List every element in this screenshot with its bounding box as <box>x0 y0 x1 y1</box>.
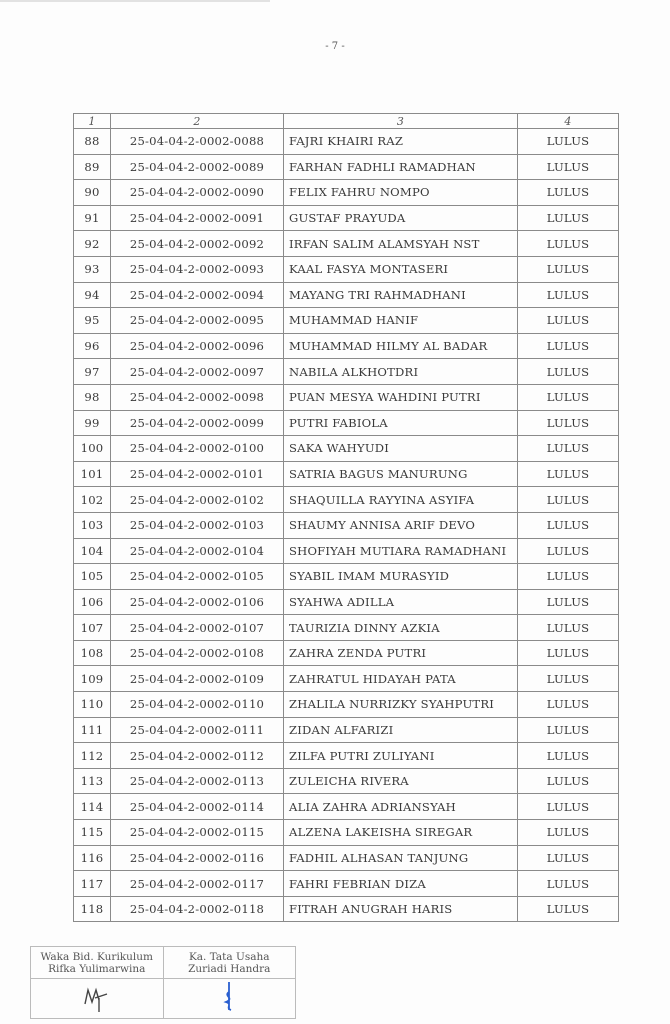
row-number: 118 <box>74 896 111 922</box>
status: LULUS <box>518 692 619 718</box>
student-name: MUHAMMAD HILMY AL BADAR <box>284 333 518 359</box>
status: LULUS <box>518 717 619 743</box>
row-number: 116 <box>74 845 111 871</box>
row-number: 106 <box>74 589 111 615</box>
row-number: 113 <box>74 768 111 794</box>
row-number: 112 <box>74 743 111 769</box>
student-name: ALZENA LAKEISHA SIREGAR <box>284 820 518 846</box>
signature-1-cell <box>31 979 164 1019</box>
row-number: 88 <box>74 129 111 155</box>
row-number: 104 <box>74 538 111 564</box>
handwritten-signature-1 <box>77 980 117 1014</box>
table-row <box>74 871 619 897</box>
table-row <box>74 384 619 410</box>
status: LULUS <box>518 845 619 871</box>
registration-number: 25-04-04-2-0002-0091 <box>111 205 284 231</box>
table-row <box>74 282 619 308</box>
row-number: 103 <box>74 512 111 538</box>
registration-number: 25-04-04-2-0002-0106 <box>111 589 284 615</box>
table-row <box>74 487 619 513</box>
registration-number: 25-04-04-2-0002-0111 <box>111 717 284 743</box>
scan-artifact <box>0 0 270 2</box>
row-number: 98 <box>74 384 111 410</box>
status: LULUS <box>518 282 619 308</box>
student-name: MUHAMMAD HANIF <box>284 308 518 334</box>
student-name: FAHRI FEBRIAN DIZA <box>284 871 518 897</box>
student-name: FELIX FAHRU NOMPO <box>284 180 518 206</box>
registration-number: 25-04-04-2-0002-0116 <box>111 845 284 871</box>
registration-number: 25-04-04-2-0002-0117 <box>111 871 284 897</box>
row-number: 96 <box>74 333 111 359</box>
signatory-2-title: Ka. Tata Usaha <box>188 950 270 963</box>
student-name: IRFAN SALIM ALAMSYAH NST <box>284 231 518 257</box>
row-number: 109 <box>74 666 111 692</box>
registration-number: 25-04-04-2-0002-0103 <box>111 512 284 538</box>
signatory-1-title: Waka Bid. Kurikulum <box>40 950 154 963</box>
signatory-2-name: Zuriadi Handra <box>188 962 271 975</box>
page-number: - 7 - <box>325 41 345 52</box>
row-number: 102 <box>74 487 111 513</box>
student-name: ALIA ZAHRA ADRIANSYAH <box>284 794 518 820</box>
column-header-3: 3 <box>284 114 518 129</box>
status: LULUS <box>518 436 619 462</box>
registration-number: 25-04-04-2-0002-0095 <box>111 308 284 334</box>
student-name: MAYANG TRI RAHMADHANI <box>284 282 518 308</box>
student-name: ZHALILA NURRIZKY SYAHPUTRI <box>284 692 518 718</box>
row-number: 89 <box>74 154 111 180</box>
student-name: PUTRI FABIOLA <box>284 410 518 436</box>
student-name: ZILFA PUTRI ZULIYANI <box>284 743 518 769</box>
student-name: NABILA ALKHOTDRI <box>284 359 518 385</box>
table-row <box>74 538 619 564</box>
status: LULUS <box>518 615 619 641</box>
student-name: FADHIL ALHASAN TANJUNG <box>284 845 518 871</box>
registration-number: 25-04-04-2-0002-0098 <box>111 384 284 410</box>
table-header-row <box>74 114 619 129</box>
row-number: 94 <box>74 282 111 308</box>
table-row <box>74 845 619 871</box>
table-row <box>74 180 619 206</box>
registration-number: 25-04-04-2-0002-0097 <box>111 359 284 385</box>
table-row <box>74 768 619 794</box>
row-number: 95 <box>74 308 111 334</box>
student-name: KAAL FASYA MONTASERI <box>284 256 518 282</box>
table-row <box>74 461 619 487</box>
student-name: SHAUMY ANNISA ARIF DEVO <box>284 512 518 538</box>
row-number: 92 <box>74 231 111 257</box>
status: LULUS <box>518 820 619 846</box>
registration-number: 25-04-04-2-0002-0114 <box>111 794 284 820</box>
row-number: 100 <box>74 436 111 462</box>
status: LULUS <box>518 461 619 487</box>
status: LULUS <box>518 768 619 794</box>
registration-number: 25-04-04-2-0002-0113 <box>111 768 284 794</box>
registration-number: 25-04-04-2-0002-0108 <box>111 640 284 666</box>
student-name: FITRAH ANUGRAH HARIS <box>284 896 518 922</box>
table-row <box>74 154 619 180</box>
table-row <box>74 256 619 282</box>
table-row <box>74 512 619 538</box>
registration-number: 25-04-04-2-0002-0093 <box>111 256 284 282</box>
student-name: FAJRI KHAIRI RAZ <box>284 129 518 155</box>
registration-number: 25-04-04-2-0002-0092 <box>111 231 284 257</box>
student-name: SATRIA BAGUS MANURUNG <box>284 461 518 487</box>
table-row <box>74 692 619 718</box>
status: LULUS <box>518 487 619 513</box>
results-table <box>73 113 619 922</box>
status: LULUS <box>518 640 619 666</box>
registration-number: 25-04-04-2-0002-0102 <box>111 487 284 513</box>
row-number: 91 <box>74 205 111 231</box>
status: LULUS <box>518 205 619 231</box>
registration-number: 25-04-04-2-0002-0096 <box>111 333 284 359</box>
row-number: 99 <box>74 410 111 436</box>
table-row <box>74 564 619 590</box>
table-body <box>74 129 619 922</box>
table-row <box>74 410 619 436</box>
table-row <box>74 666 619 692</box>
status: LULUS <box>518 231 619 257</box>
status: LULUS <box>518 154 619 180</box>
table-row <box>74 794 619 820</box>
row-number: 97 <box>74 359 111 385</box>
status: LULUS <box>518 743 619 769</box>
table-row <box>74 359 619 385</box>
registration-number: 25-04-04-2-0002-0090 <box>111 180 284 206</box>
registration-number: 25-04-04-2-0002-0104 <box>111 538 284 564</box>
row-number: 111 <box>74 717 111 743</box>
signature-table <box>30 946 296 1019</box>
status: LULUS <box>518 538 619 564</box>
signatory-1 <box>31 947 164 979</box>
status: LULUS <box>518 589 619 615</box>
status: LULUS <box>518 666 619 692</box>
student-name: SYAHWA ADILLA <box>284 589 518 615</box>
row-number: 93 <box>74 256 111 282</box>
status: LULUS <box>518 359 619 385</box>
status: LULUS <box>518 512 619 538</box>
table-row <box>74 743 619 769</box>
status: LULUS <box>518 410 619 436</box>
status: LULUS <box>518 871 619 897</box>
student-name: SAKA WAHYUDI <box>284 436 518 462</box>
status: LULUS <box>518 256 619 282</box>
student-name: SHOFIYAH MUTIARA RAMADHANI <box>284 538 518 564</box>
registration-number: 25-04-04-2-0002-0110 <box>111 692 284 718</box>
row-number: 107 <box>74 615 111 641</box>
table-row <box>74 589 619 615</box>
student-name: GUSTAF PRAYUDA <box>284 205 518 231</box>
status: LULUS <box>518 384 619 410</box>
status: LULUS <box>518 180 619 206</box>
registration-number: 25-04-04-2-0002-0094 <box>111 282 284 308</box>
registration-number: 25-04-04-2-0002-0115 <box>111 820 284 846</box>
row-number: 90 <box>74 180 111 206</box>
row-number: 108 <box>74 640 111 666</box>
table-row <box>74 205 619 231</box>
handwritten-signature-2 <box>209 980 249 1014</box>
registration-number: 25-04-04-2-0002-0088 <box>111 129 284 155</box>
status: LULUS <box>518 896 619 922</box>
table-row <box>74 129 619 155</box>
student-name: ZAHRA ZENDA PUTRI <box>284 640 518 666</box>
registration-number: 25-04-04-2-0002-0100 <box>111 436 284 462</box>
row-number: 105 <box>74 564 111 590</box>
signatory-1-name: Rifka Yulimarwina <box>48 962 146 975</box>
registration-number: 25-04-04-2-0002-0107 <box>111 615 284 641</box>
registration-number: 25-04-04-2-0002-0099 <box>111 410 284 436</box>
student-name: PUAN MESYA WAHDINI PUTRI <box>284 384 518 410</box>
registration-number: 25-04-04-2-0002-0089 <box>111 154 284 180</box>
table-row <box>74 333 619 359</box>
table-row <box>74 640 619 666</box>
column-header-2: 2 <box>111 114 284 129</box>
row-number: 115 <box>74 820 111 846</box>
registration-number: 25-04-04-2-0002-0112 <box>111 743 284 769</box>
student-name: ZIDAN ALFARIZI <box>284 717 518 743</box>
column-header-4: 4 <box>518 114 619 129</box>
row-number: 101 <box>74 461 111 487</box>
row-number: 117 <box>74 871 111 897</box>
student-name: TAURIZIA DINNY AZKIA <box>284 615 518 641</box>
row-number: 114 <box>74 794 111 820</box>
student-name: FARHAN FADHLI RAMADHAN <box>284 154 518 180</box>
registration-number: 25-04-04-2-0002-0109 <box>111 666 284 692</box>
registration-number: 25-04-04-2-0002-0118 <box>111 896 284 922</box>
table-row <box>74 231 619 257</box>
row-number: 110 <box>74 692 111 718</box>
student-name: SYABIL IMAM MURASYID <box>284 564 518 590</box>
student-name: SHAQUILLA RAYYINA ASYIFA <box>284 487 518 513</box>
student-name: ZAHRATUL HIDAYAH PATA <box>284 666 518 692</box>
signatory-2 <box>163 947 296 979</box>
table-row <box>74 615 619 641</box>
table-row <box>74 820 619 846</box>
table-row <box>74 436 619 462</box>
table-row <box>74 308 619 334</box>
registration-number: 25-04-04-2-0002-0101 <box>111 461 284 487</box>
column-header-1: 1 <box>74 114 111 129</box>
status: LULUS <box>518 794 619 820</box>
status: LULUS <box>518 308 619 334</box>
status: LULUS <box>518 564 619 590</box>
student-name: ZULEICHA RIVERA <box>284 768 518 794</box>
table-row <box>74 896 619 922</box>
registration-number: 25-04-04-2-0002-0105 <box>111 564 284 590</box>
signature-2-cell <box>163 979 296 1019</box>
table-row <box>74 717 619 743</box>
status: LULUS <box>518 129 619 155</box>
status: LULUS <box>518 333 619 359</box>
